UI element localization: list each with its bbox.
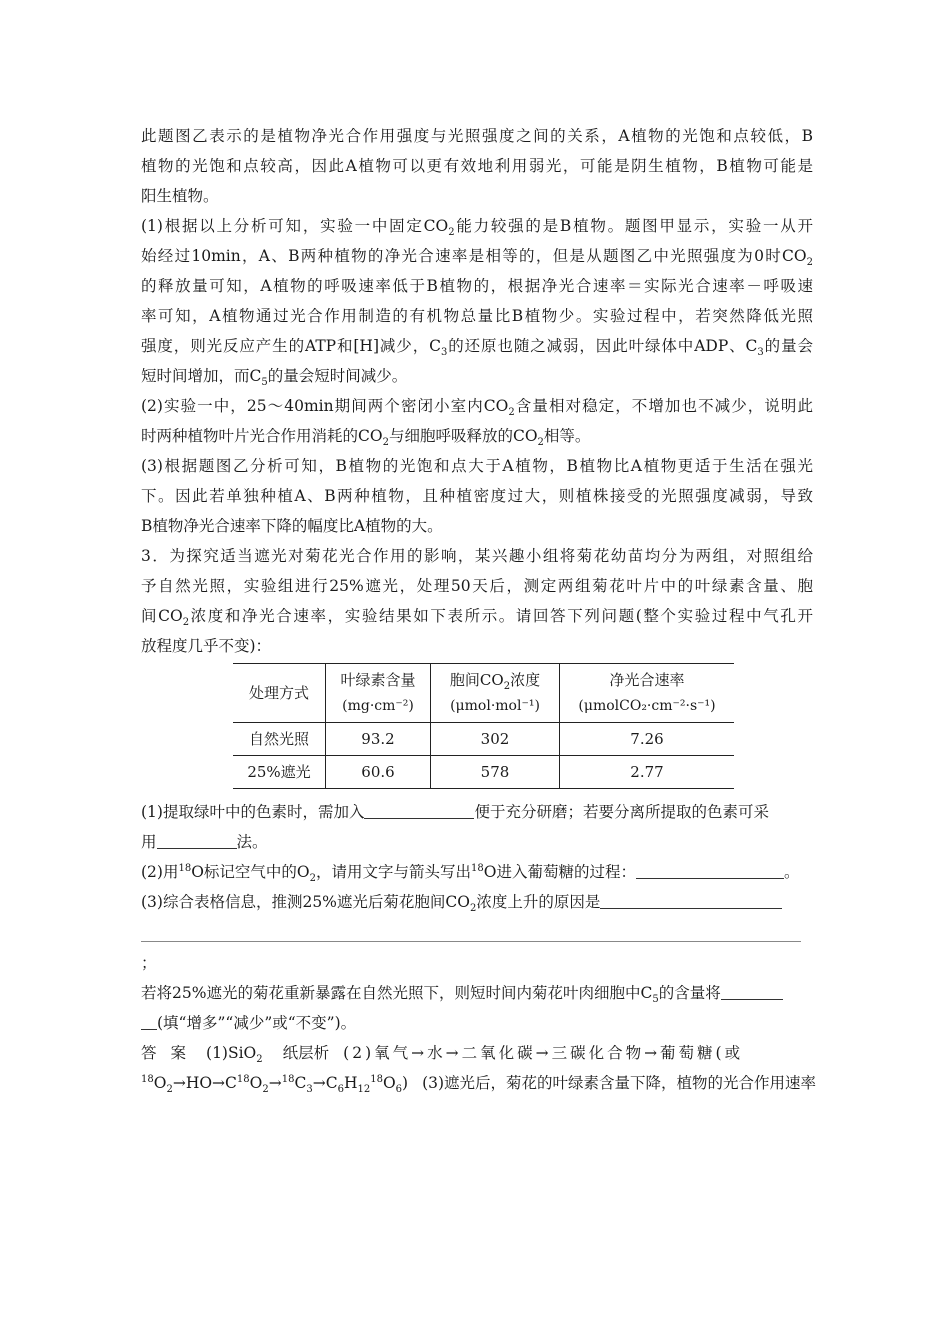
header-net-rate: 净光合速率 (μmolCO₂·cm⁻²·s⁻¹): [560, 664, 735, 723]
cell-treatment: 25%遮光: [233, 756, 326, 789]
header-co2: 胞间$CO_2$浓度 (μmol·mol⁻¹): [431, 664, 560, 723]
document-body: [141, 121, 817, 1098]
question3-line: 予自然光照，实验组进行25%遮光，处理50天后，测定两组菊花叶片中的叶绿素含量、胞: [141, 577, 813, 595]
answer-blank[interactable]: [636, 860, 784, 879]
sub-question-4-cont: (填“增多”“减少”或“不变”)。: [141, 1008, 813, 1038]
cell-co2: 578: [431, 756, 560, 789]
table-row: [233, 756, 734, 789]
analysis1-line: 始经过10min，A、B两种植物的净光合速率是相等的，但是从题图乙中光照强度为0时$CO_2$: [141, 247, 813, 269]
analysis1-line: (1)根据以上分析可知，实验一中固定$CO_2$能力较强的是B植物。题图甲显示，实验一从开: [141, 217, 813, 239]
sub-question-3-end: ；: [141, 954, 157, 972]
cell-net-rate: 7.26: [560, 723, 735, 756]
answer-blank[interactable]: [600, 890, 782, 909]
answer-long-blank[interactable]: [141, 917, 801, 942]
analysis3-line: 下。因此若单独种植A、B两种植物，且种植密度过大，则植株接受的光照强度减弱，导致: [141, 487, 813, 505]
question3-line: 3．为探究适当遮光对菊花光合作用的影响，某兴趣小组将菊花幼苗均分为两组，对照组给: [141, 547, 813, 565]
intro-line: 植物的光饱和点较高，因此A植物可以更有效地利用弱光，可能是阴生植物，B植物可能是: [141, 157, 813, 175]
analysis1-line: 的释放量可知，A植物的呼吸速率低于B植物的，根据净光合速率＝实际光合速率－呼吸速: [141, 277, 813, 295]
analysis1-line: 率可知，A植物通过光合作用制造的有机物总量比B植物少。实验过程中，若突然降低光照: [141, 307, 813, 325]
answer-line-2: $^{18}O_2\to HO\to C^{18}O_2\to^{18}C_3\to C_6H_{12}^{18}O_6$) (3)遮光后，菊花的叶绿素含量下降，植物的光合作用速率: [141, 1073, 817, 1096]
sub-question-4: 若将25%遮光的菊花重新暴露在自然光照下，则短时间内菊花叶肉细胞中$C_5$的含量将: [141, 978, 813, 1008]
answer-line: 答案 (1)SiO$_2$ 纸层析 (2)氧气→水→二氧化碳→三碳化合物→葡萄糖(或: [141, 1044, 744, 1066]
question3-line: 间$CO_2$浓度和净光合速率，实验结果如下表所示。请回答下列问题(整个实验过程中气孔开: [141, 607, 813, 629]
answer-blank[interactable]: [721, 981, 783, 1000]
sub-question-1-cont: 用 法。: [141, 827, 813, 857]
cell-chlorophyll: 93.2: [326, 723, 431, 756]
cell-treatment: 自然光照: [248, 730, 309, 748]
analysis2-line: 时两种植物叶片光合作用消耗的$CO_2$与细胞呼吸释放的$CO_2$相等。: [141, 427, 591, 449]
analysis3-line: B植物净光合速率下降的幅度比A植物的大。: [141, 517, 443, 535]
answer-blank[interactable]: [141, 1011, 157, 1030]
analysis3-line: (3)根据题图乙分析可知，B植物的光饱和点大于A植物，B植物比A植物更适于生活在强光: [141, 457, 813, 475]
results-table: [233, 663, 734, 789]
sub-question-2: (2)用$^{18}$O标记空气中的$O_2$，请用文字与箭头写出$^{18}$O进入葡萄糖的过程： 。: [141, 857, 813, 887]
cell-co2: 302: [431, 723, 560, 756]
question3-line: 放程度几乎不变)：: [141, 637, 272, 655]
table-row: [233, 723, 734, 756]
answer-blank[interactable]: [364, 800, 474, 819]
sub-question-3: (3)综合表格信息，推测25%遮光后菊花胞间$CO_2$浓度上升的原因是: [141, 887, 813, 917]
answer-blank[interactable]: [157, 830, 237, 849]
cell-net-rate: 2.77: [560, 756, 735, 789]
table-header-row: [233, 664, 734, 723]
header-treatment: 处理方式: [248, 684, 309, 702]
header-chlorophyll: 叶绿素含量 (mg·cm⁻²): [326, 664, 431, 723]
answer-label: 答案: [141, 1044, 201, 1062]
sub-question-1: (1)提取绿叶中的色素时，需加入 便于充分研磨；若要分离所提取的色素可采: [141, 797, 813, 827]
cell-chlorophyll: 60.6: [326, 756, 431, 789]
analysis1-line: 短时间增加，而$C_5$的量会短时间减少。: [141, 367, 408, 389]
intro-line: 此题图乙表示的是植物净光合作用强度与光照强度之间的关系，A植物的光饱和点较低，B: [141, 127, 813, 145]
intro-line: 阳生植物。: [141, 187, 219, 205]
analysis2-line: (2)实验一中，25～40min期间两个密闭小室内$CO_2$含量相对稳定，不增加也不减少，说明此: [141, 397, 813, 419]
analysis1-line: 强度，则光反应产生的ATP和[H]减少，$C_3$的还原也随之减弱，因此叶绿体中ADP、$C_3$的量会: [141, 337, 813, 359]
